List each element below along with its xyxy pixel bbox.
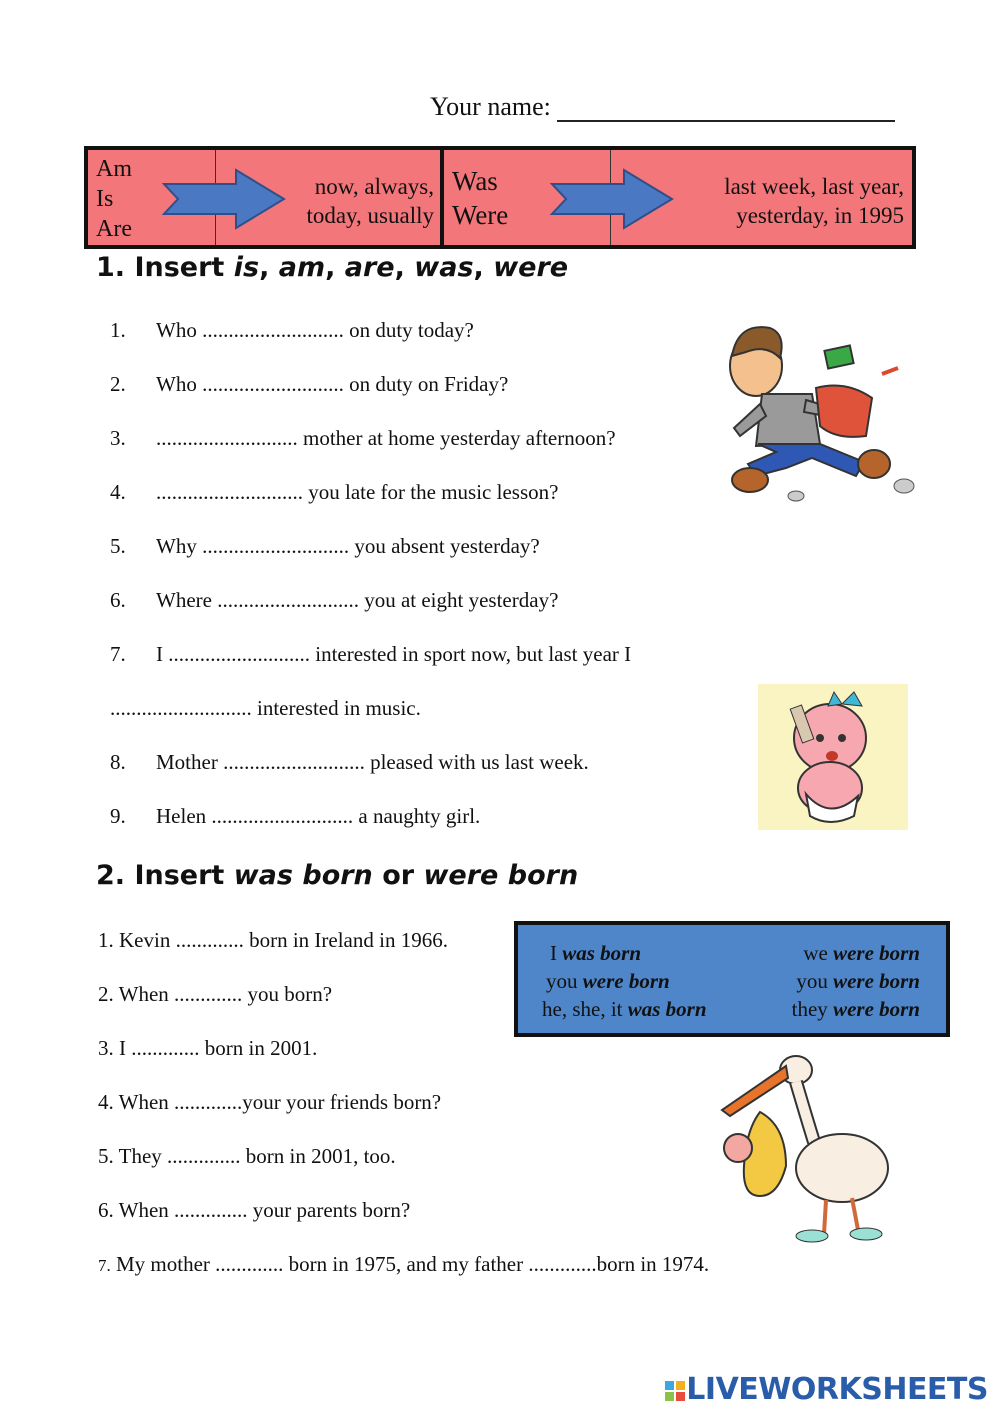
exercise1-item-2[interactable]: 2. Who ........................... on duty on Friday? xyxy=(110,372,509,396)
was-were-born-grammar-box xyxy=(514,921,950,1037)
exercise2-item-5[interactable]: 5. They .............. born in 2001, too. xyxy=(98,1144,396,1168)
exercise1-item-7[interactable]: 7. I ........................... interested in sport now, but last year I xyxy=(110,642,632,666)
past-time-words-2: yesterday, in 1995 xyxy=(736,203,904,228)
section2-title: 2. Insert was born or were born xyxy=(96,860,579,891)
section1-title: 1. Insert is, am, are, was, were xyxy=(96,252,569,283)
plural-forms: we were born you were born they were born xyxy=(791,941,920,1021)
present-time-words-2: today, usually xyxy=(306,203,434,228)
name-field-label xyxy=(430,92,895,122)
exercise2-item-2[interactable]: 2. When ............. you born? xyxy=(98,982,333,1006)
verb-is: Is xyxy=(96,186,114,212)
exercise1-item-1[interactable]: 1. Who ........................... on duty today? xyxy=(110,318,474,342)
past-time-words-1: last week, last year, xyxy=(724,174,904,199)
stork-illustration xyxy=(716,1046,896,1246)
liveworksheets-logo xyxy=(664,1372,988,1407)
verb-was: Was xyxy=(452,166,498,196)
logo-text: LIVEWORKSHEETS xyxy=(686,1372,988,1407)
exercise2-item-1[interactable]: 1. Kevin ............. born in Ireland in 1966. xyxy=(98,928,448,952)
past-time-cell xyxy=(611,150,912,245)
exercise1-item-7-cont[interactable]: ........................... interested in music. xyxy=(110,696,421,720)
arrow-right-icon xyxy=(162,168,288,230)
running-boy-illustration xyxy=(716,318,916,502)
logo-squares-icon xyxy=(664,1380,686,1402)
present-time-words-1: now, always, xyxy=(314,174,434,199)
exercise2-item-6[interactable]: 6. When .............. your parents born? xyxy=(98,1198,411,1222)
baby-illustration xyxy=(758,684,908,830)
exercise2-item-3[interactable]: 3. I ............. born in 2001. xyxy=(98,1036,318,1060)
verb-were: Were xyxy=(452,200,509,230)
verb-am: Am xyxy=(96,156,132,182)
name-input-line[interactable] xyxy=(557,94,895,122)
exercise1-item-4[interactable]: 4. ............................ you late for the music lesson? xyxy=(110,480,559,504)
present-time-cell xyxy=(216,150,444,245)
exercise1-item-6[interactable]: 6. Where ........................... you at eight yesterday? xyxy=(110,588,559,612)
exercise1-item-3[interactable]: 3. ........................... mother at home yesterday afternoon? xyxy=(110,426,616,450)
name-label: Your name: xyxy=(430,92,551,121)
exercise2-item-4[interactable]: 4. When .............your your friends born? xyxy=(98,1090,442,1114)
past-verbs-cell xyxy=(444,150,611,245)
singular-forms: I was born you were born he, she, it was born xyxy=(542,941,707,1021)
exercise1-item-8[interactable]: 8. Mother ........................... pleased with us last week. xyxy=(110,750,589,774)
verb-tense-table xyxy=(84,146,916,249)
exercise1-item-9[interactable]: 9. Helen ........................... a naughty girl. xyxy=(110,804,481,828)
exercise1-item-5[interactable]: 5. Why ............................ you absent yesterday? xyxy=(110,534,540,558)
exercise2-item-7[interactable]: 7. My mother ............. born in 1975, and my father .............born in 1974. xyxy=(98,1252,710,1276)
verb-are: Are xyxy=(96,216,132,242)
